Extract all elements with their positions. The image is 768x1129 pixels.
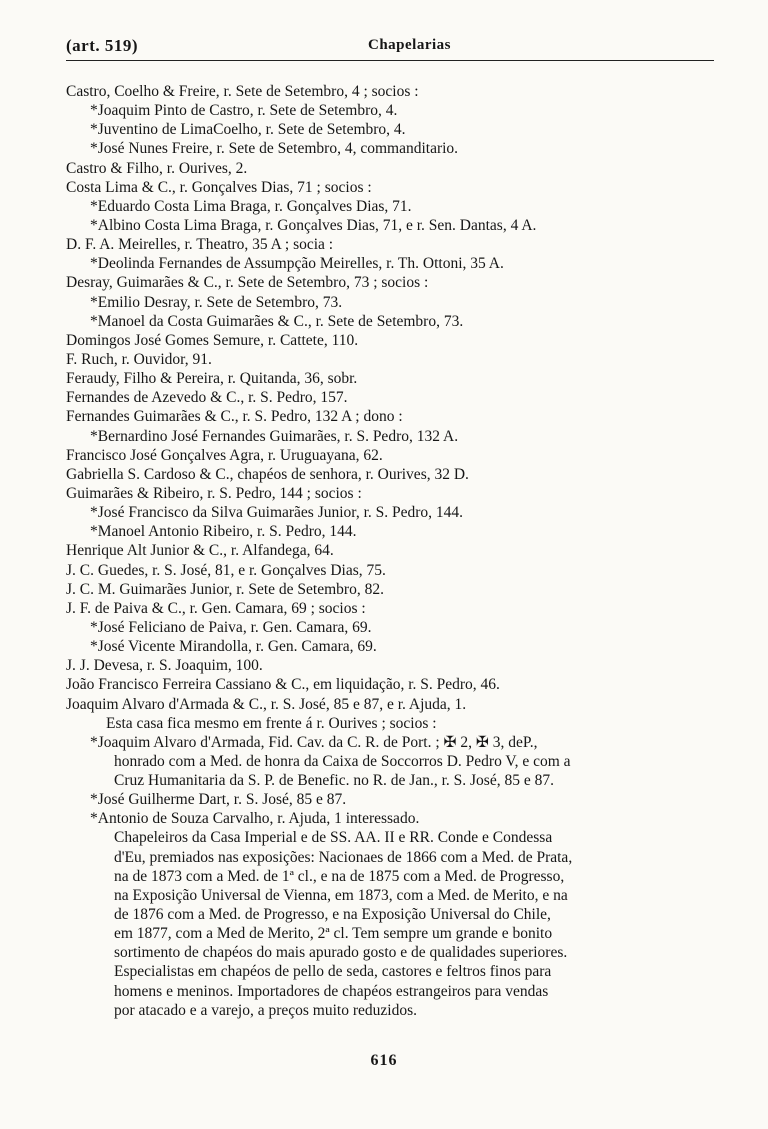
- partner-entry: *Bernardino José Fernandes Guimarães, r. S. Pedro, 132 A.: [90, 427, 459, 445]
- description-line: d'Eu, premiados nas exposições: Nacionaes de 1866 com a Med. de Prata,: [114, 848, 573, 866]
- firm-entry: Costa Lima & C., r. Gonçalves Dias, 71 ; socios :: [66, 178, 372, 196]
- firm-entry: Desray, Guimarães & C., r. Sete de Setembro, 73 ; socios :: [66, 274, 429, 292]
- firm-entry: João Francisco Ferreira Cassiano & C., em liquidação, r. S. Pedro, 46.: [66, 676, 500, 694]
- partner-entry: *Juventino de LimaCoelho, r. Sete de Setembro, 4.: [90, 121, 406, 139]
- page-header: [66, 30, 714, 64]
- description-line: Especialistas em chapéos de pello de seda, castores e feltros finos para: [114, 963, 552, 981]
- firm-entry: F. Ruch, r. Ouvidor, 91.: [66, 350, 212, 368]
- firm-entry: Domingos José Gomes Semure, r. Cattete, 110.: [66, 331, 359, 349]
- firm-entry: Castro, Coelho & Freire, r. Sete de Setembro, 4 ; socios :: [66, 83, 419, 100]
- firm-entry: Henrique Alt Junior & C., r. Alfandega, 64.: [66, 542, 334, 560]
- firm-entry: J. J. Devesa, r. S. Joaquim, 100.: [66, 657, 263, 675]
- firm-entry: Guimarães & Ribeiro, r. S. Pedro, 144 ; socios :: [66, 484, 362, 502]
- partner-entry: *Deolinda Fernandes de Assumpção Meirelles, r. Th. Ottoni, 35 A.: [90, 255, 504, 273]
- partner-entry: *Antonio de Souza Carvalho, r. Ajuda, 1 interessado.: [90, 810, 420, 828]
- description-line: Cruz Humanitaria da S. P. de Benefic. no R. de Jan., r. S. José, 85 e 87.: [114, 772, 554, 790]
- firm-entry: Castro & Filho, r. Ourives, 2.: [66, 159, 248, 177]
- description-line: na Exposição Universal de Vienna, em 1873, com a Med. de Merito, e na: [114, 886, 568, 904]
- description-line: Chapeleiros da Casa Imperial e de SS. AA. II e RR. Conde e Condessa: [114, 829, 553, 847]
- firm-entry: J. C. M. Guimarães Junior, r. Sete de Setembro, 82.: [66, 580, 384, 598]
- firm-entry: Gabriella S. Cardoso & C., chapéos de senhora, r. Ourives, 32 D.: [66, 465, 469, 483]
- partner-entry: *Joaquim Alvaro d'Armada, Fid. Cav. da C. R. de Port. ; ✠ 2, ✠ 3, deP.,: [90, 733, 538, 751]
- partner-entry: *José Feliciano de Paiva, r. Gen. Camara, 69.: [90, 618, 372, 636]
- partner-entry: *Albino Costa Lima Braga, r. Gonçalves Dias, 71, e r. Sen. Dantas, 4 A.: [90, 216, 537, 234]
- firm-entry: Fernandes de Azevedo & C., r. S. Pedro, 157.: [66, 389, 348, 407]
- firm-entry: J. C. Guedes, r. S. José, 81, e r. Gonçalves Dias, 75.: [66, 561, 386, 579]
- firm-entry: J. F. de Paiva & C., r. Gen. Camara, 69 ; socios :: [66, 599, 366, 617]
- firm-entry: Feraudy, Filho & Pereira, r. Quitanda, 36, sobr.: [66, 370, 358, 388]
- partner-entry: *Manoel da Costa Guimarães & C., r. Sete de Setembro, 73.: [90, 312, 464, 330]
- description-line: em 1877, com a Med de Merito, 2ª cl. Tem sempre um grande e bonito: [114, 925, 553, 943]
- partner-entry: *José Nunes Freire, r. Sete de Setembro, 4, commanditario.: [90, 140, 459, 158]
- partner-entry: *José Vicente Mirandolla, r. Gen. Camara, 69.: [90, 638, 377, 656]
- description-line: Esta casa fica mesmo em frente á r. Ourives ; socios :: [106, 714, 437, 732]
- partner-entry: *José Guilherme Dart, r. S. José, 85 e 87.: [90, 791, 347, 809]
- description-line: homens e meninos. Importadores de chapéos estrangeiros para vendas: [114, 982, 549, 1000]
- article-number: (art. 519): [66, 36, 139, 55]
- description-line: na de 1873 com a Med. de 1ª cl., e na de 1875 com a Med. de Progresso,: [114, 867, 565, 885]
- description-line: por atacado e a varejo, a preços muito reduzidos.: [114, 1001, 417, 1019]
- partner-entry: *Joaquim Pinto de Castro, r. Sete de Setembro, 4.: [90, 102, 398, 120]
- directory-entries: [66, 82, 714, 1020]
- firm-entry: Francisco José Gonçalves Agra, r. Uruguayana, 62.: [66, 446, 383, 464]
- header-rule: [66, 60, 714, 61]
- firm-entry: D. F. A. Meirelles, r. Theatro, 35 A ; socia :: [66, 236, 334, 254]
- description-line: de 1876 com a Med. de Progresso, e na Exposição Universal do Chile,: [114, 906, 551, 924]
- section-title: Chapelarias: [368, 37, 452, 53]
- partner-entry: *Manoel Antonio Ribeiro, r. S. Pedro, 144.: [90, 523, 357, 541]
- description-line: sortimento de chapéos do mais apurado gosto e de qualidades superiores.: [114, 944, 568, 962]
- partner-entry: *José Francisco da Silva Guimarães Junior, r. S. Pedro, 144.: [90, 504, 464, 522]
- firm-entry: Joaquim Alvaro d'Armada & C., r. S. José, 85 e 87, e r. Ajuda, 1.: [66, 695, 467, 713]
- firm-entry: Fernandes Guimarães & C., r. S. Pedro, 132 A ; dono :: [66, 408, 403, 426]
- partner-entry: *Eduardo Costa Lima Braga, r. Gonçalves Dias, 71.: [90, 197, 412, 215]
- page-number: 616: [370, 1052, 398, 1069]
- description-line: honrado com a Med. de honra da Caixa de Soccorros D. Pedro V, e com a: [114, 752, 571, 770]
- partner-entry: *Emilio Desray, r. Sete de Setembro, 73.: [90, 293, 343, 311]
